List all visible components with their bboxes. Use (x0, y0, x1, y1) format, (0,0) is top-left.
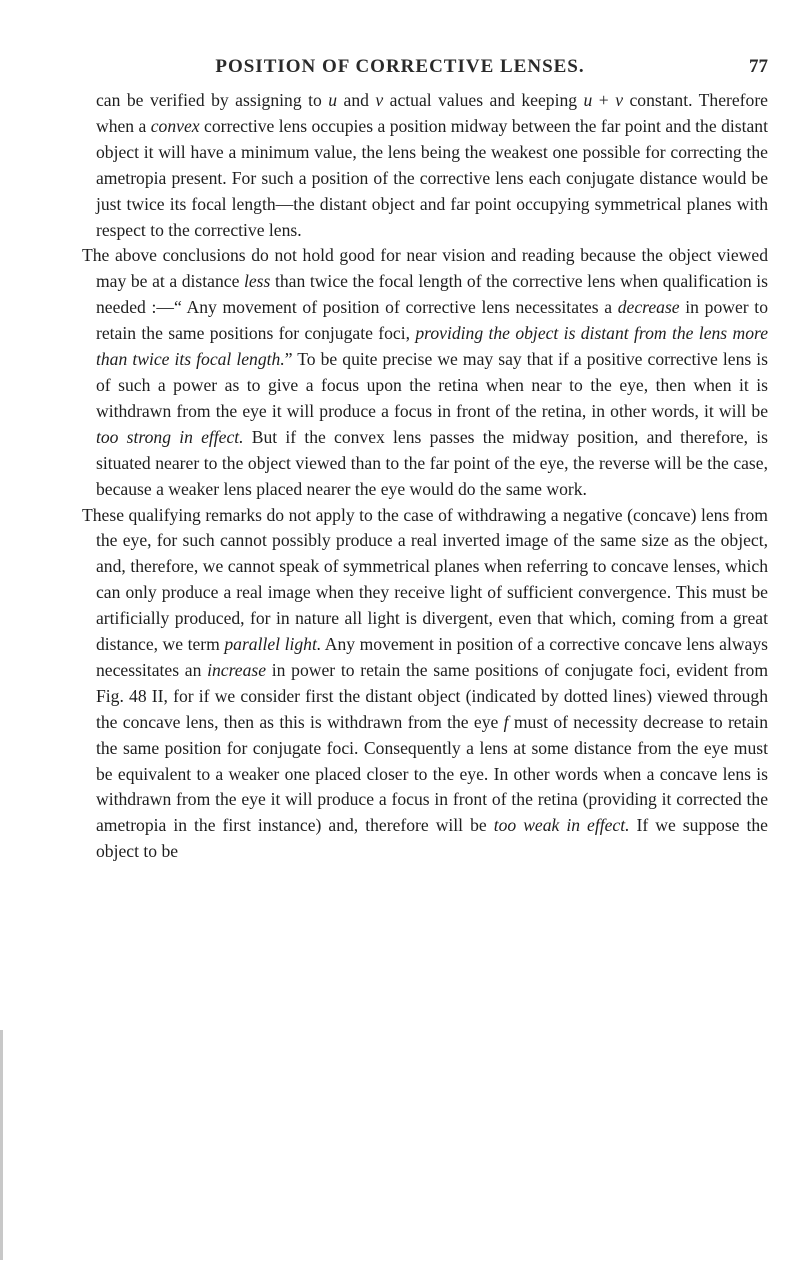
body-text (82, 88, 769, 865)
text-run: than twice the focal length of the corrective lens when qualification is needed :—“ Any movement of position of corrective lens necessitates a (96, 271, 768, 318)
text-run: + (592, 90, 616, 110)
running-title: POSITION OF CORRECTIVE LENSES. (215, 56, 585, 77)
italic-run: v (615, 90, 624, 110)
text-run: must of necessity decrease to retain the same position for conjugate foci. Consequently a lens at some distance from the eye must be equivalent to a weaker one placed closer to the eye. In other words when a concave lens is withdrawn from the eye it will produce a focus in front of the retina (providing it corrected the ametropia in the first instance) and, therefore will be (96, 711, 768, 836)
italic-run: decrease (617, 297, 680, 318)
paragraph-2 (82, 243, 769, 502)
page-number: 77 (749, 56, 768, 77)
text-run: in power to retain the same positions of conjugate foci, evident from Fig. 48 II, for if we consider first the distant object (indicated by dotted lines) viewed through the concave lens, then as this is withdrawn from the eye (96, 659, 769, 732)
italic-run: too strong in effect. (96, 426, 244, 447)
text-run: But if the convex lens passes the midway position, and therefore, is situated nearer to the object viewed than to the far point of the eye, the reverse will be the case, because a weaker lens placed nearer the eye would do the same work. (96, 426, 769, 499)
text-run: If we suppose the object to be (96, 815, 768, 862)
italic-run: too weak in effect. (493, 815, 630, 836)
page-binding-edge (0, 1030, 3, 1260)
italic-run: v (375, 90, 384, 110)
italic-run: u (583, 90, 593, 110)
text-run: These qualifying remarks do not apply to the case of withdrawing a negative (concave) lens from the eye, for such cannot possibly produce a real inverted image of the same size as the object, and, therefore, we cannot speak of symmetrical planes when referring to concave lenses, which can only produce a real image when they receive light of sufficient convergence. This must be artificially produced, for in nature all light is divergent, even that which, coming from a great distance, we term (82, 504, 768, 655)
paragraph-1 (96, 88, 768, 243)
page-header (0, 56, 800, 82)
text-run: actual values and keeping (383, 90, 584, 110)
text-run: Any movement in position of a corrective concave lens always necessitates an (96, 634, 769, 680)
italic-run: u (328, 90, 338, 110)
italic-run: less (243, 271, 271, 292)
text-run: in power to retain the same positions for conjugate foci, (96, 297, 768, 344)
text-run: can be verified by assigning to (96, 90, 329, 110)
italic-run: parallel light. (224, 634, 322, 655)
text-run: The above conclusions do not hold good for near vision and reading because the object viewed may be at a distance (82, 245, 768, 292)
text-run: ” To be quite precise we may say that if a positive corrective lens is of such a power as to give a focus upon the retina when near to the eye, then when it is withdrawn from the eye it will produce a focus in front of the retina, in other words, it will be (96, 349, 768, 421)
italic-run: providing the object is distant from the lens more than twice its focal length. (96, 323, 769, 370)
text-run: constant. Therefore when a (96, 90, 768, 136)
italic-run: convex (150, 115, 200, 136)
paragraph-3 (82, 503, 769, 866)
text-run: and (337, 90, 376, 110)
italic-run: f (503, 711, 509, 732)
italic-run: increase (207, 659, 267, 680)
text-run: corrective lens occupies a position midway between the far point and the distant object it will have a minimum value, the lens being the weakest one possible for correcting the ametropia present. For such a position of the corrective lens each conjugate distance would be just twice its focal length—the distant object and far point occupying symmetrical planes with respect to the corrective lens. (96, 115, 768, 240)
